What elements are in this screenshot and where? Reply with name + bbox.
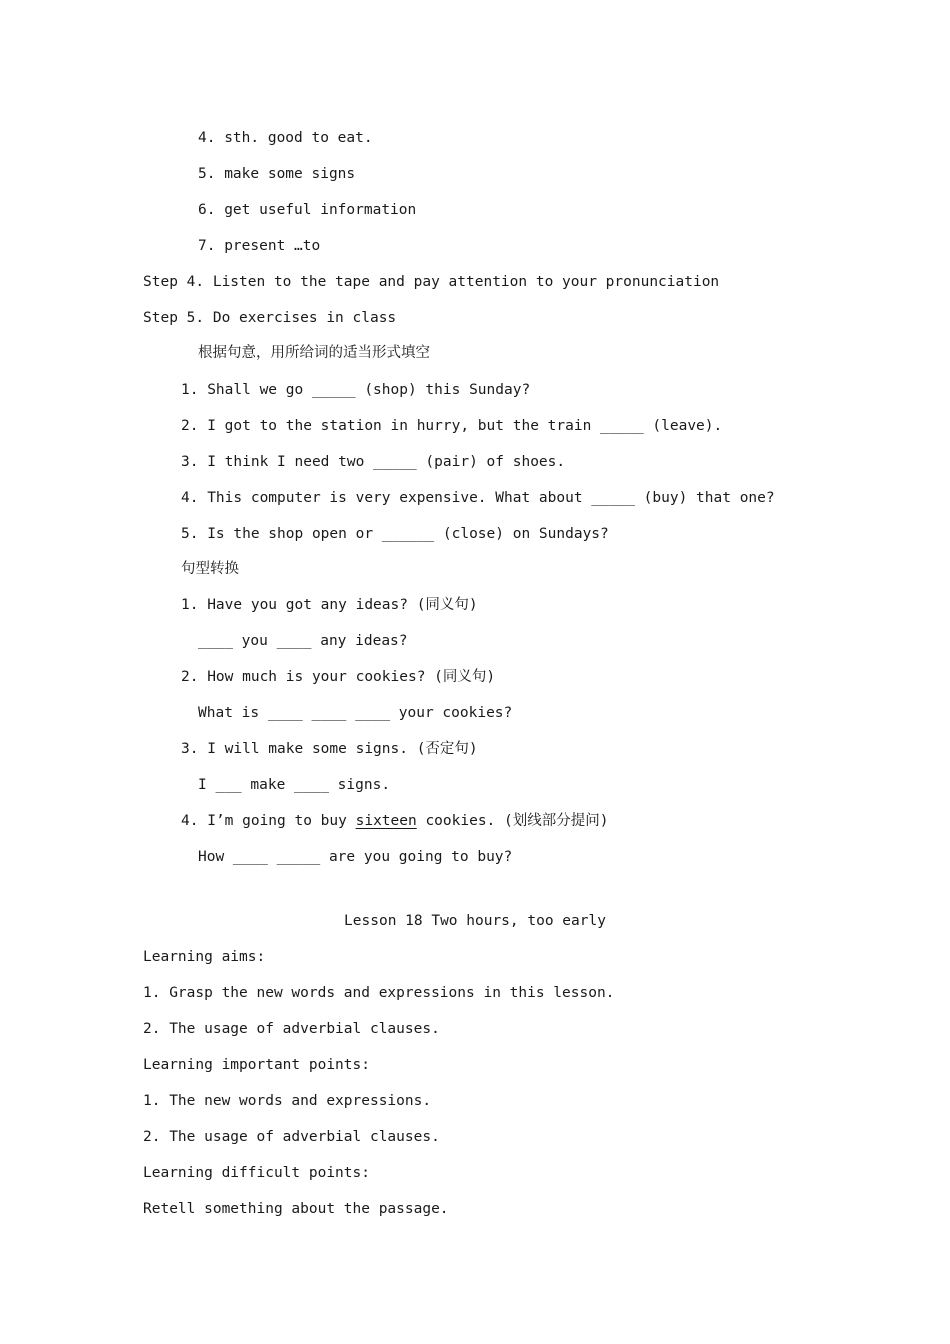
phrase-item: 7. present …to: [198, 238, 321, 254]
phrase-item: 6. get useful information: [198, 202, 417, 218]
lesson-title: Lesson 18 Two hours, too early: [344, 913, 606, 929]
step-4: Step 4. Listen to the tape and pay attention to your pronunciation: [143, 274, 720, 290]
important-item: 2. The usage of adverbial clauses.: [143, 1129, 440, 1145]
fill-item: 2. I got to the station in hurry, but the train _____ (leave).: [181, 418, 723, 434]
important-heading: Learning important points:: [143, 1057, 370, 1073]
transform-instruction: 句型转换: [181, 561, 239, 577]
transform-question: 1. Have you got any ideas? (同义句): [181, 597, 478, 613]
fill-item: 1. Shall we go _____ (shop) this Sunday?: [181, 382, 531, 398]
fill-item: 4. This computer is very expensive. What about _____ (buy) that one?: [181, 490, 775, 506]
difficult-heading: Learning difficult points:: [143, 1165, 370, 1181]
fill-item: 3. I think I need two _____ (pair) of shoes.: [181, 454, 566, 470]
transform-answer: I ___ make ____ signs.: [198, 777, 391, 793]
underlined-word: sixteen: [355, 813, 417, 829]
question-text: 4. I’m going to buy: [181, 813, 356, 829]
difficult-item: Retell something about the passage.: [143, 1201, 449, 1217]
step-5: Step 5. Do exercises in class: [143, 310, 397, 326]
aims-heading: Learning aims:: [143, 949, 266, 965]
transform-question: [181, 812, 608, 830]
question-text: cookies. (划线部分提问): [416, 813, 609, 829]
transform-question: 2. How much is your cookies? (同义句): [181, 669, 496, 685]
transform-answer: What is ____ ____ ____ your cookies?: [198, 705, 513, 721]
aim-item: 2. The usage of adverbial clauses.: [143, 1021, 440, 1037]
transform-answer: How ____ _____ are you going to buy?: [198, 849, 513, 865]
aim-item: 1. Grasp the new words and expressions in this lesson.: [143, 985, 615, 1001]
fill-instruction: 根据句意，用所给词的适当形式填空: [198, 345, 430, 361]
phrase-item: 4. sth. good to eat.: [198, 130, 373, 146]
transform-question: 3. I will make some signs. (否定句): [181, 741, 478, 757]
phrase-item: 5. make some signs: [198, 166, 356, 182]
important-item: 1. The new words and expressions.: [143, 1093, 432, 1109]
transform-answer: ____ you ____ any ideas?: [198, 633, 408, 649]
fill-item: 5. Is the shop open or ______ (close) on Sundays?: [181, 526, 609, 542]
